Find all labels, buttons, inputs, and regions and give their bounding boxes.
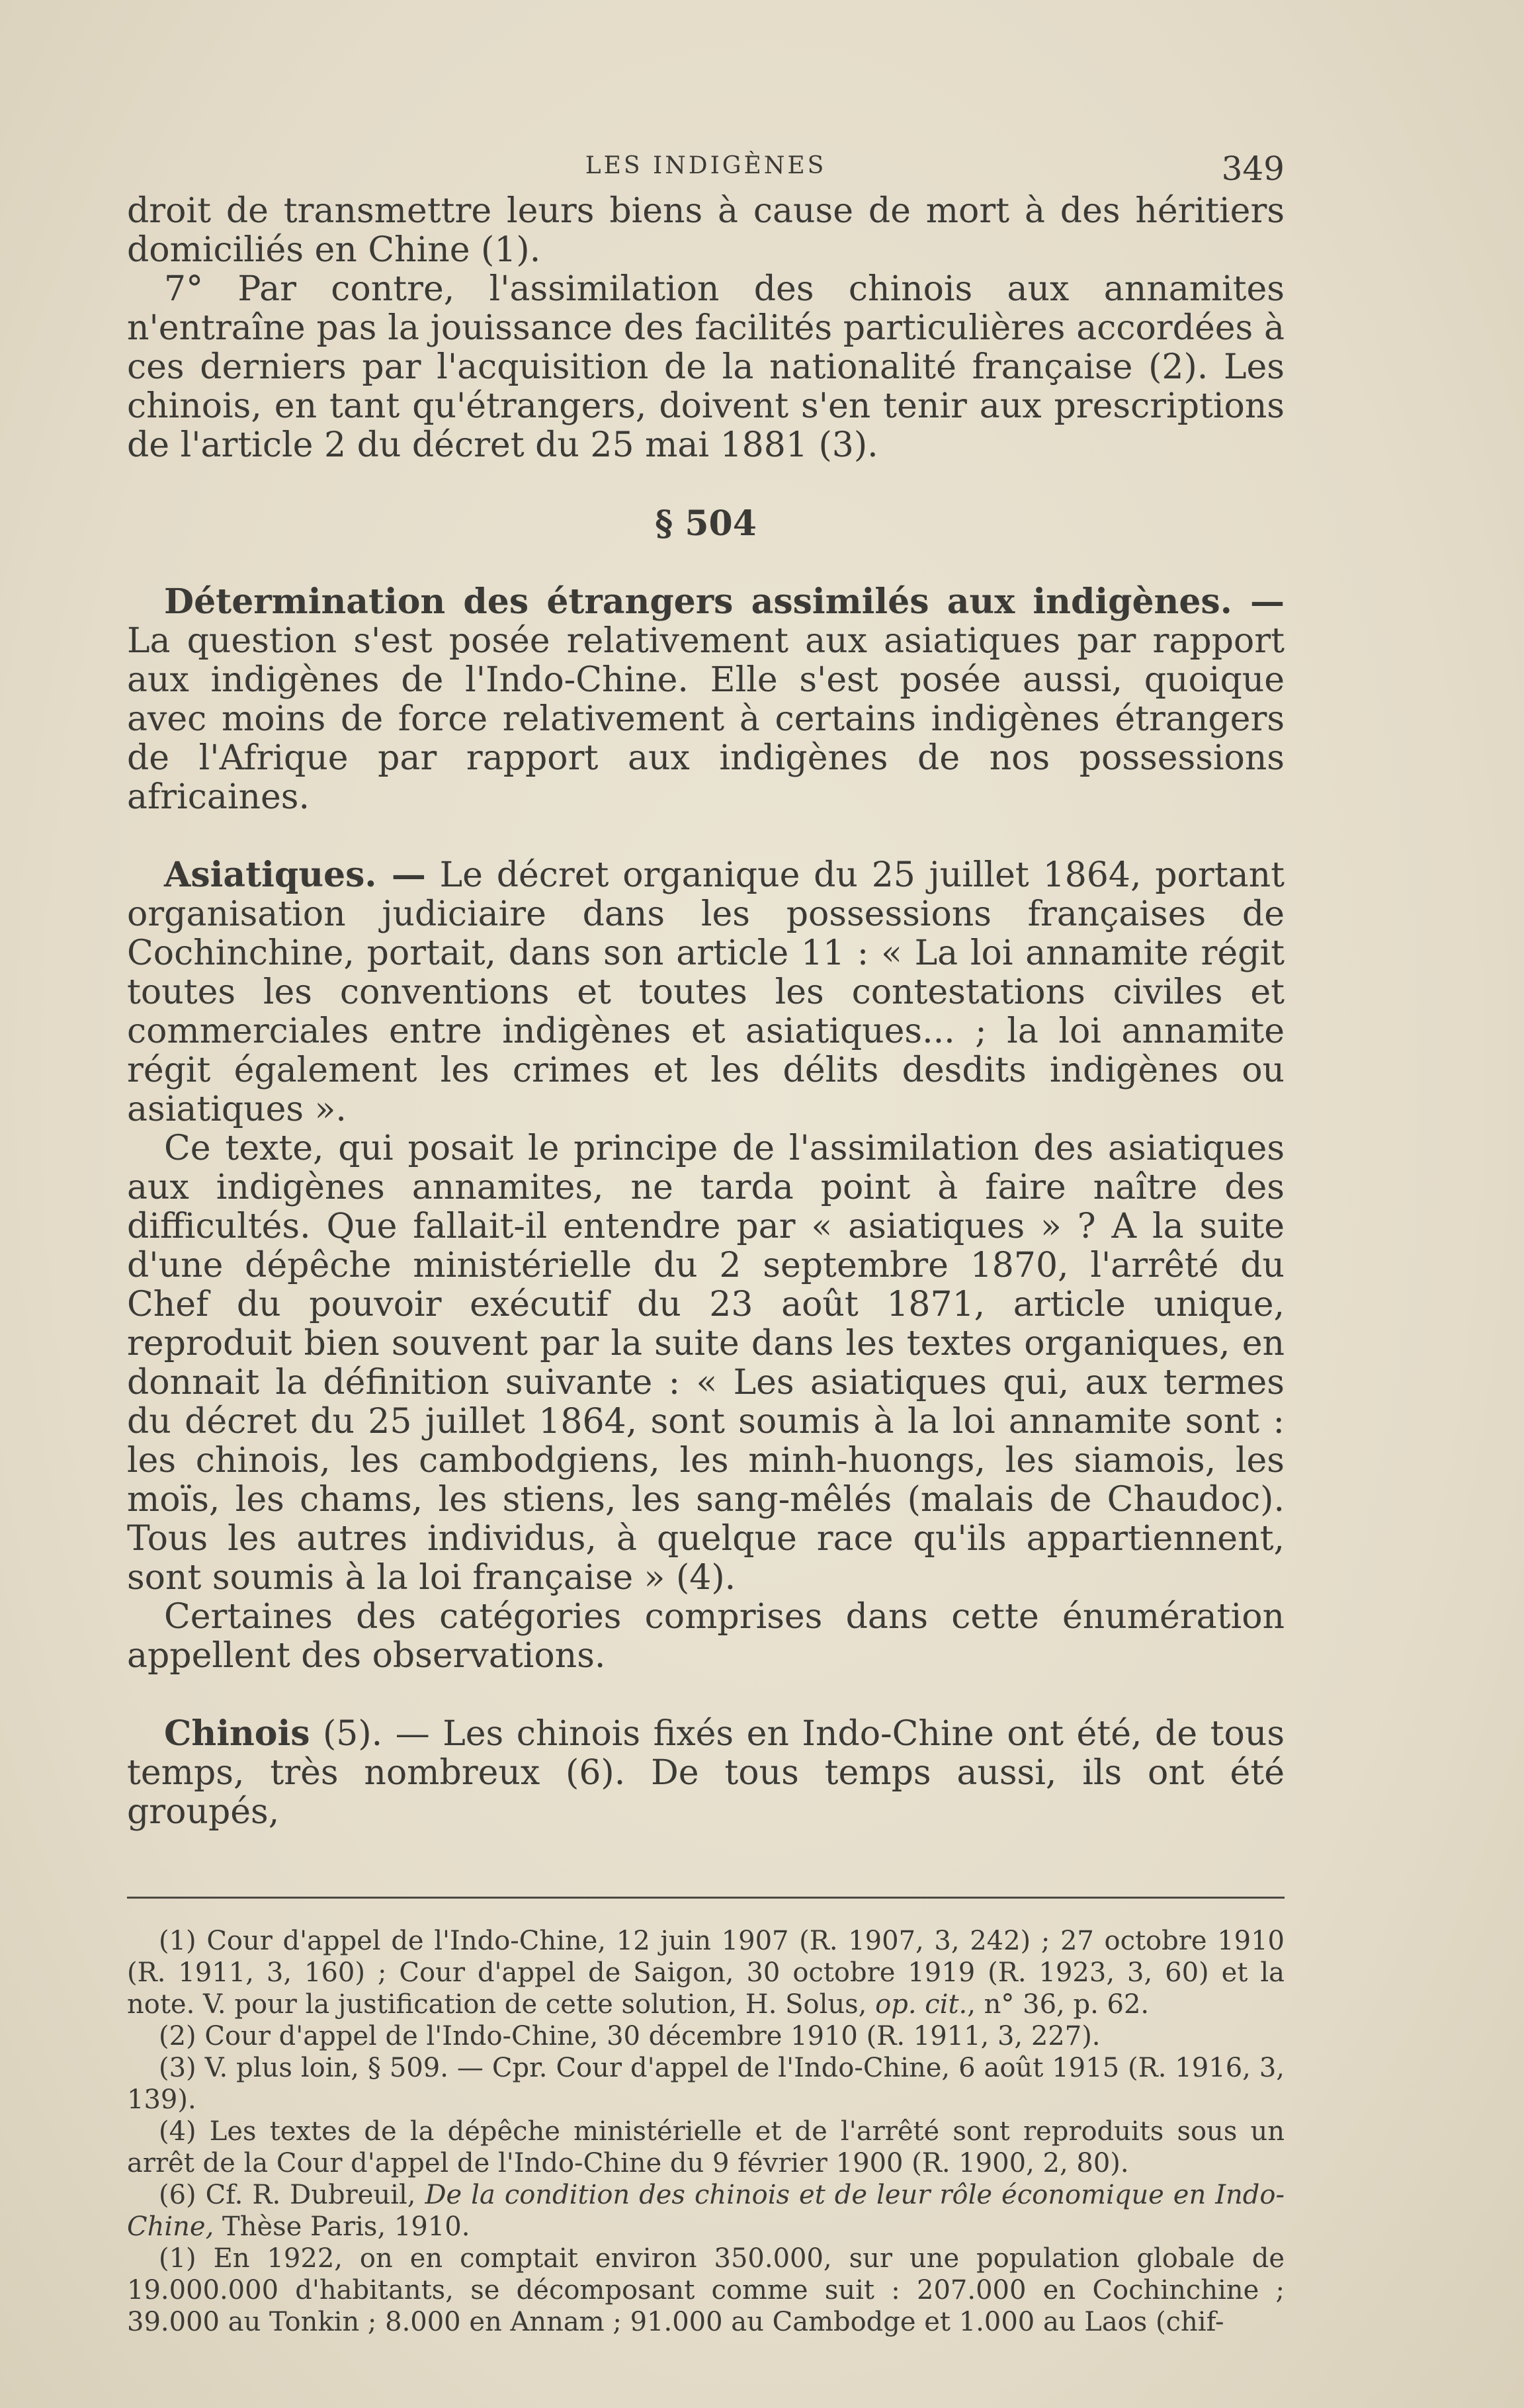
- paragraph-ce-texte: Ce texte, qui posait le principe de l'assimilation des asiatiques aux indigènes annamites, ne tarda point à faire naître des difficultés. Que fallait-il entendre par « asiatiques » ? A la suite d'une dépêche ministérielle du 2 septembre 1870, l'arrêté du Chef du pouvoir exécutif du 23 août 1871, article unique, reproduit bien souvent par la suite dans les textes organiques, en donnait la définition suivante : « Les asiatiques qui, aux termes du décret du 25 juillet 1864, sont soumis à la loi annamite sont : les chinois, les cambodgiens, les minh-huongs, les siamois, les moïs, les chams, les stiens, les sang-mêlés (malais de Chaudoc). Tous les autres individus, à quelque race qu'ils appartiennent, sont soumis à la loi française » (4).: [127, 1129, 1285, 1598]
- page-number: 349: [1221, 150, 1285, 188]
- footnote-rule: [127, 1897, 1285, 1899]
- footnote-7: (1) En 1922, on en comptait environ 350.000, sur une population globale de 19.000.000 d'habitants, se décomposant comme suit : 207.000 en Cochinchine ; 39.000 au Tonkin ; 8.000 en Annam ; 91.000 au Cambodge et 1.000 au Laos (chif-: [127, 2243, 1285, 2337]
- footnote-2: (2) Cour d'appel de l'Indo-Chine, 30 décembre 1910 (R. 1911, 3, 227).: [159, 2021, 1101, 2051]
- subheading-chinois: Chinois: [164, 1713, 310, 1754]
- footnote-1: [127, 1925, 1285, 2020]
- subheading-asiatiques: Asiatiques. —: [164, 855, 426, 895]
- paragraph-asiatiques: [127, 855, 1285, 1129]
- footnote-1-text: (1) Cour d'appel de l'Indo-Chine, 12 juin 1907 (R. 1907, 3, 242) ; 27 octobre 1910 (R. 1911, 3, 160) ; Cour d'appel de Saigon, 30 octobre 1919 (R. 1923, 3, 60) et la note. V. pour la justification de cette solution, H. Solus,: [127, 1926, 1285, 2020]
- text-determination: La question s'est posée relativement aux asiatiques par rapport aux indigènes de l'Indo-Chine. Elle s'est posée aussi, quoique avec moins de force relativement à certains indigènes étrangers de l'Afrique par rapport aux indigènes de nos possessions africaines.: [127, 621, 1285, 817]
- footnote-4: (4) Les textes de la dépêche ministérielle et de l'arrêté sont reproduits sous un arrêt de la Cour d'appel de l'Indo-Chine du 9 février 1900 (R. 1900, 2, 80).: [127, 2116, 1285, 2178]
- page-header: [127, 139, 1285, 192]
- paragraph-item-7: 7° Par contre, l'assimilation des chinois aux annamites n'entraîne pas la jouissance des facilités particulières accordées à ces derniers par l'acquisition de la nationalité française (2). Les chinois, en tant qu'étrangers, doivent s'en tenir aux prescriptions de l'article 2 du décret du 25 mai 1881 (3).: [127, 269, 1285, 465]
- book-page: [127, 139, 1285, 2338]
- text-chinois: (5). — Les chinois fixés en Indo-Chine ont été, de tous temps, très nombreux (6). De tous temps aussi, ils ont été groupés,: [127, 1714, 1285, 1832]
- paragraph-chinois: [127, 1714, 1285, 1832]
- text-asiatiques: Le décret organique du 25 juillet 1864, portant organisation judiciaire dans les possessions françaises de Cochinchine, portait, dans son article 11 : « La loi annamite régit toutes les conventions et toutes les contestations civiles et commerciales entre indigènes et asiatiques... ; la loi annamite régit également les crimes et les délits desdits indigènes ou asiatiques ».: [127, 855, 1285, 1129]
- subheading-determination: Détermination des étrangers assimilés aux indigènes. —: [164, 581, 1285, 622]
- paragraph-continuation: droit de transmettre leurs biens à cause de mort à des héritiers domiciliés en Chine (1).: [127, 191, 1285, 270]
- paragraph-determination: [127, 582, 1285, 817]
- footnote-6-italic: De la condition des chinois et de leur rôle économique en Indo-Chine,: [127, 2180, 1285, 2242]
- footnote-1-italic: op. cit.: [875, 1989, 968, 2020]
- section-heading: § 504: [655, 503, 757, 544]
- paragraph-certaines: Certaines des catégories comprises dans cette énumération appellent des observations.: [127, 1597, 1285, 1676]
- footnote-1-end: , n° 36, p. 62.: [967, 1989, 1150, 2020]
- running-title: LES INDIGÈNES: [585, 152, 827, 179]
- footnote-6: [127, 2179, 1285, 2243]
- footnote-6-text: (6) Cf. R. Dubreuil,: [159, 2180, 416, 2210]
- footnote-3: (3) V. plus loin, § 509. — Cpr. Cour d'appel de l'Indo-Chine, 6 août 1915 (R. 1916, 3, 139).: [127, 2053, 1285, 2115]
- footnote-6-end: Thèse Paris, 1910.: [214, 2212, 470, 2242]
